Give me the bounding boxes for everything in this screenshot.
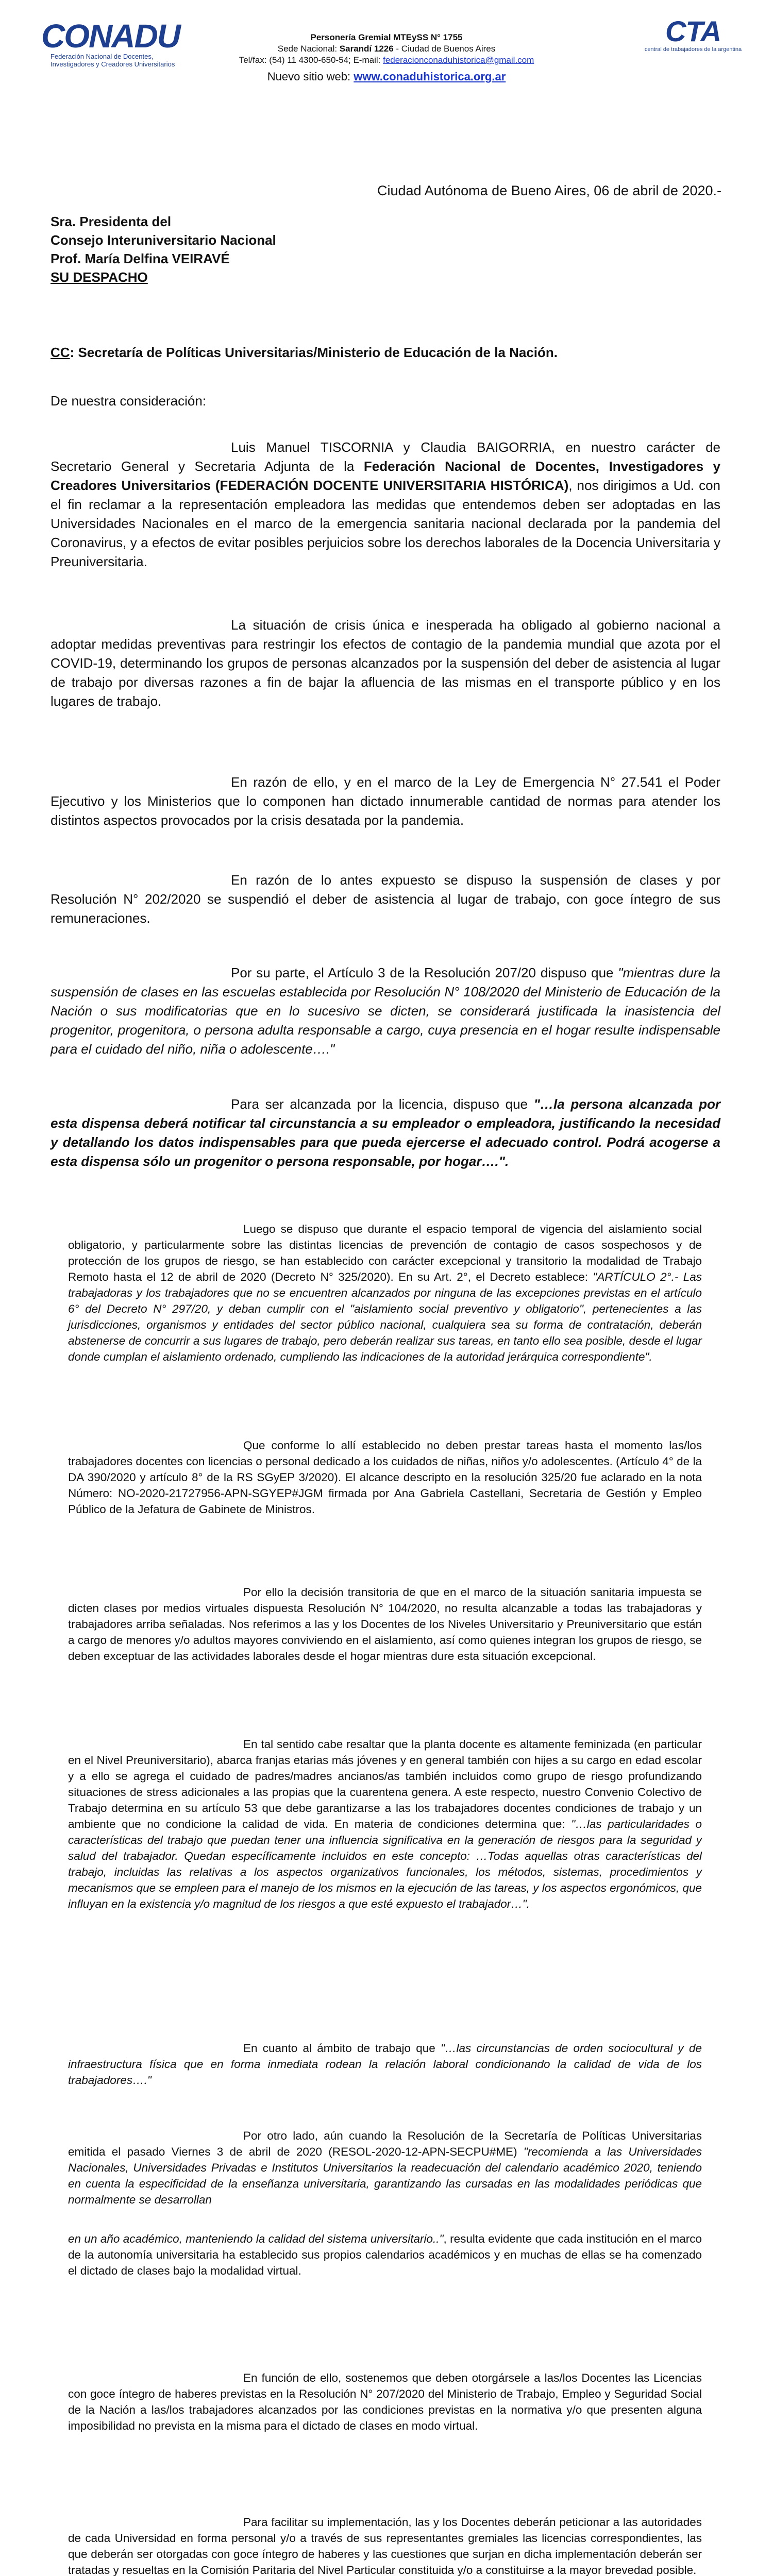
letter-date: Ciudad Autónoma de Bueno Aires, 06 de abril de 2020.- — [377, 183, 721, 198]
cta-logo — [634, 16, 752, 53]
paragraph-9 — [68, 1584, 702, 1664]
q1-text-a: Luego se dispuso que durante el espacio temporal de vigencia del aislamiento social obligatorio, y particularmente sobre las distintas licencias de prevención de contagio de casos sospechosos y de protección de los grupos de riesgo, se han establecido con carácter excepcional y transitorio la modalidad de Trabajo Remoto hasta el 12 de abril de 2020 (Decreto N° 325/2020). En su Art. 2°, el Decreto establece: — [68, 1223, 702, 1283]
website — [180, 71, 593, 82]
p6-quote: "…la persona alcanzada por esta dispensa deberá notificar tal circunstancia a su empleador o empleadora, justificando la necesidad y detallando los datos indispensables para que pueda ejercerse el adecuado control. Podrá acogerse a esta dispensa sólo un progenitor o persona responsable, por hogar….". — [51, 1096, 720, 1169]
q5-text-a: En cuanto al ámbito de trabajo que — [243, 2042, 441, 2055]
paragraph-7 — [68, 1221, 702, 1365]
p5-text-a: Por su parte, el Artículo 3 de la Resolución 207/20 dispuso que — [231, 965, 618, 980]
p3-text: En razón de ello, y en el marco de la Ley de Emergencia N° 27.541 el Poder Ejecutivo y los Ministerios que lo componen han dictado innumerable cantidad de normas para atender los distintos aspectos provocados por la crisis desatada por la pandemia. — [51, 774, 720, 828]
q6-text-a: Por otro lado, aún cuando la Resolución de la Secretaría de Políticas Universitarias emitida el pasado Viernes 3 de abril de 2020 (RESOL-2020-12-APN-SECPU#ME) — [68, 2129, 702, 2158]
q5-quote: "…las circunstancias de orden sociocultural y de infraestructura física que en forma inmediata rodean la relación laboral condicionando la calidad de vida de los trabajadores…." — [68, 2042, 702, 2087]
p1-text-c: , nos dirigimos a Ud. con el fin reclamar a la representación empleadora las medidas que entendemos deben ser adoptadas en las Universidades Nacionales en el marco de la emergencia sanitaria nacional declarada por la pandemia del Coronavirus, y a efectos de evitar posibles perjuicios sobre los derechos laborales de la Docencia Universitaria y Preuniversitaria. — [51, 478, 720, 569]
cc-label: CC — [51, 345, 70, 360]
q2-text: Que conforme lo allí establecido no deben prestar tareas hasta el momento las/los trabajadores docentes con licencias o personal dedicado a los cuidados de niñas, niños y/o adolescentes. (Artículo 4° de la DA 390/2020 y artículo 8° de la RS SGyEP 3/2020). El alcance descripto en la resolución 325/20 fue aclarado en la nota Número: NO-2020-21727956-APN-SGYEP#JGM firmada por Ana Gabriela Castellani, Secretaria de Gestión y Empleo Público de la Jefatura de Gabinete de Ministros. — [68, 1439, 702, 1516]
addressee-line: SU DESPACHO — [51, 269, 148, 285]
paragraph-1 — [51, 438, 720, 571]
sede-city: - Ciudad de Buenos Aires — [393, 44, 496, 54]
paragraph-5 — [51, 963, 720, 1059]
q4-text-a: En tal sentido cabe resaltar que la planta docente es altamente feminizada (en particular en el Nivel Preuniversitario), abarca franjas etarias más jóvenes y en general también con hijes a su cargo en edad escolar y a ello se agrega el cuidado de padres/madres ancianos/as también incluidos como grupo de riesgo profundizando situaciones de stress adicionales a las propias que la cuarentena genera. A este respecto, nuestro Convenio Colectivo de Trabajo determina en su artículo 53 que debe garantizarse a las los trabajadores docentes condiciones de trabajo y un ambiente que no condicione la calidad de vida. En materia de condiciones determina que: — [68, 1738, 702, 1831]
paragraph-13 — [68, 2370, 702, 2434]
p1-text-a: Luis Manuel TISCORNIA y Claudia BAIGORRIA, en nuestro carácter de Secretario General y Secretaria Adjunta de la — [51, 439, 720, 474]
q3-text: Por ello la decisión transitoria de que en el marco de la situación sanitaria impuesta se dicten clases por medios virtuales dispuesta Resolución N° 104/2020, no resulta alcanzable a todas las trabajadoras y trabajadores arriba señaladas. Nos referimos a las y los Docentes de los Niveles Universitario y Preuniversitario que están a cargo de menores y/o adultos mayores conviviendo en el aislamiento, así como quienes integran los grupos de riesgo, se deben exceptuar de las actividades laborales desde el hogar mientras dure esta situación excepcional. — [68, 1586, 702, 1663]
personeria: Personería Gremial MTEySS N° 1755 — [310, 32, 463, 42]
email-link[interactable]: federacionconaduhistorica@gmail.com — [383, 55, 534, 65]
greeting: De nuestra consideración: — [51, 393, 207, 409]
p6-text-a: Para ser alcanzada por la licencia, dispuso que — [231, 1096, 534, 1112]
addressee-line: Consejo Interuniversitario Nacional — [51, 232, 276, 248]
contact — [180, 55, 593, 66]
paragraph-12 — [68, 2128, 702, 2208]
web-label: Nuevo sitio web: — [267, 70, 354, 83]
letterhead — [0, 0, 773, 149]
tel-text: Tel/fax: (54) 11 4300-650-54; E-mail: — [239, 55, 383, 65]
paragraph-14 — [68, 2514, 702, 2576]
conadu-logo-text: CONADU — [41, 18, 180, 55]
q6-quote-cont: en un año académico, manteniendo la calidad del sistema universitario.." — [68, 2232, 444, 2245]
cta-logo-text: CTA — [665, 15, 721, 47]
conadu-logo-sub1: Federación Nacional de Docentes, — [51, 53, 154, 60]
cta-logo-sub: central de trabajadores de la argentina — [644, 46, 742, 53]
paragraph-12-cont — [68, 2231, 702, 2279]
p4-text: En razón de lo antes expuesto se dispuso la suspensión de clases y por Resolución N° 202/2020 se suspendió el deber de asistencia al lugar de trabajo, con goce íntegro de sus remuneraciones. — [51, 872, 720, 926]
website-link[interactable]: www.conaduhistorica.org.ar — [354, 70, 506, 83]
paragraph-8 — [68, 1437, 702, 1517]
q6-quote: "recomienda a las Universidades Nacionales, Universidades Privadas e Institutos Universitarios la readecuación del calendario académico 2020, teniendo en cuenta la especificidad de la enseñanza universitaria, garantizando las cursadas en las modalidades periódicas que normalmente se desarrollan — [68, 2145, 702, 2206]
sede-label: Sede Nacional: — [277, 44, 340, 54]
paragraph-6 — [51, 1095, 720, 1171]
q8-text: Para facilitar su implementación, las y los Docentes deberán peticionar a las autoridades de cada Universidad en forma personal y/o a través de sus representantes gremiales las licencias correspondientes, las que deberán ser otorgadas con goce íntegro de haberes y las cuestiones que surjan en dicha implementación deberán ser tratadas y resueltas en la Comisión Paritaria del Nivel Particular constituida y/o a constituirse a la mayor brevedad posible. — [68, 2516, 702, 2576]
q6-text-d: , resulta evidente que cada institución en el marco de la autonomía universitaria ha establecido sus propios calendarios académicos y en muchas de ellas se ha comenzado el dictado de clases bajo la modalidad virtual. — [68, 2232, 702, 2277]
paragraph-4 — [51, 871, 720, 928]
p2-text: La situación de crisis única e inesperada ha obligado al gobierno nacional a adoptar medidas preventivas para restringir los efectos de contagio de la pandemia mundial que azota por el COVID-19, determinando los grupos de personas alcanzados por la suspensión del deber de asistencia al lugar de trabajo por diversas razones a fin de bajar la afluencia de las mismas en el transporte público y en los lugares de trabajo. — [51, 617, 720, 709]
paragraph-11 — [68, 2040, 702, 2088]
q7-text: En función de ello, sostenemos que deben otorgársele a las/los Docentes las Licencias con goce íntegro de haberes previstas en la Resolución N° 207/2020 del Ministerio de Trabajo, Empleo y Seguridad Social de la Nación a las/los trabajadores alcanzados por las condiciones previstas en la normativa y/o que presenten alguna imposibilidad no prevista en la misma para el dictado de clases en modo virtual. — [68, 2371, 702, 2432]
paragraph-2 — [51, 616, 720, 711]
addressee-block — [51, 212, 720, 286]
sede — [180, 43, 593, 55]
addressee-line: Sra. Presidenta del — [51, 214, 172, 229]
conadu-logo-sub2: Investigadores y Creadores Universitarios — [51, 60, 175, 68]
sede-street: Sarandí 1226 — [339, 44, 394, 54]
q4-quote: "…las particularidades o características del trabajo que puedan tener una influencia significativa en la generación de riesgos para la seguridad y salud del trabajador. Quedan específicamente incluidos en este concepto: …Todas aquellas otras características del trabajo, incluidas las relativas a los aspectos organizativos funcionales, los métodos, sistemas, procedimientos y mecanismos que se empleen para el manejo de los mismos en la ejecución de las tareas, y los aspectos ergonómicos, que influyan en la existencia y/o magnitud de los riesgos a que esté expuesto el trabajador…". — [68, 1818, 702, 1910]
q1-quote: "ARTÍCULO 2°.- Las trabajadoras y los trabajadores que no se encuentren alcanzados por ninguna de las excepciones previstas en el artículo 6° del Decreto N° 297/20, y deban cumplir con el "aislamiento social preventivo y obligatorio", pertenecientes a las jurisdicciones, organismos y entidades del sector público nacional, cualquiera sea su forma de contratación, deberán abstenerse de concurrir a sus lugares de trabajo, pero deberán realizar sus tareas, en tanto ello sea posible, desde el lugar donde cumplan el aislamiento ordenado, cumpliendo las indicaciones de la autoridad jerárquica correspondiente". — [68, 1270, 702, 1363]
p5-quote: "mientras dure la suspensión de clases en las escuelas establecida por Resolución N° 108/2020 del Ministerio de Educación de la Nación o sus modificatorias que en lo sucesivo se dicten, se considerará justificada la inasistencia del progenitor, progenitora, o persona adulta responsable a cargo, cuya presencia en el hogar resulte indispensable para el cuidado del niño, niña o adolescente…." — [51, 965, 720, 1057]
addressee-line: Prof. María Delfina VEIRAVÉ — [51, 251, 230, 266]
cc-line — [51, 343, 720, 362]
letterhead-info — [180, 32, 593, 82]
paragraph-10 — [68, 1736, 702, 1912]
p1-text-b: Federación Nacional de Docentes, Investigadores y Creadores Universitarios (FEDERACIÓN DOCENTE UNIVERSITARIA HISTÓRICA) — [51, 459, 720, 493]
paragraph-3 — [51, 773, 720, 830]
cc-text: : Secretaría de Políticas Universitarias/Ministerio de Educación de la Nación. — [70, 345, 558, 360]
